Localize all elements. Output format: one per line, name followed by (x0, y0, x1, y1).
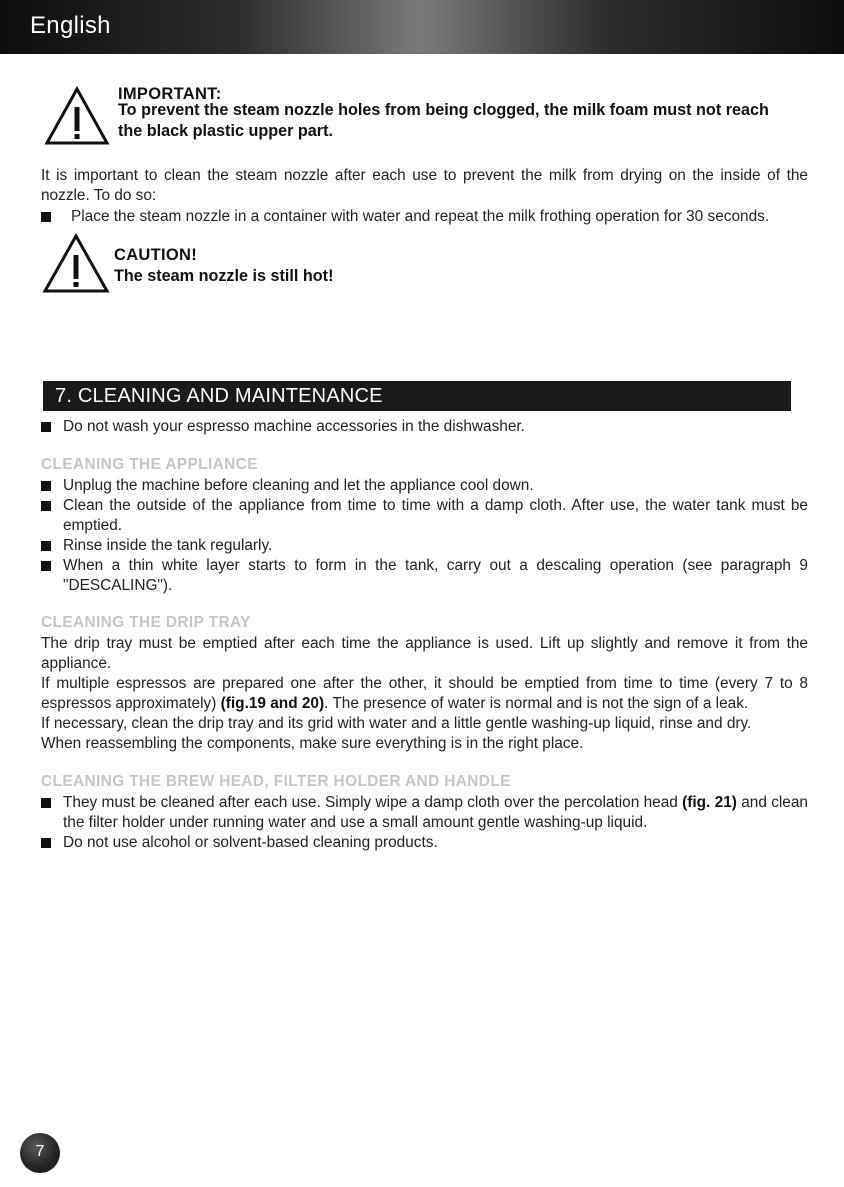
subheading-drip-tray: CLEANING THE DRIP TRAY (41, 614, 251, 631)
warning-triangle-icon (42, 233, 110, 294)
bullet-text: Unplug the machine before cleaning and let the appliance cool down. (63, 477, 534, 494)
bullet-square-icon (41, 561, 51, 571)
bullet-text: Do not wash your espresso machine accessories in the dishwasher. (63, 418, 525, 435)
subheading-cleaning-appliance: CLEANING THE APPLIANCE (41, 456, 258, 473)
bullet-text: They must be cleaned after each use. Simply wipe a damp cloth over the percolation head (63, 794, 683, 811)
bullet-square-icon (41, 798, 51, 808)
bullet-text: Place the steam nozzle in a container with water and repeat the milk frothing operation for 30 seconds. (71, 208, 770, 225)
list-item (41, 556, 808, 596)
important-line-2: the black plastic upper part. (118, 122, 333, 140)
list-item (41, 793, 808, 833)
warning-triangle-icon (44, 86, 110, 146)
bullet-text: and clean the filter holder under running water and use a small amount gentle washing-up liquid. (63, 794, 808, 831)
important-title: IMPORTANT: (118, 85, 222, 103)
drip-tray-text: If multiple espressos are prepared one after the other, it should be emptied from time to time (every 7 to 8 espressos approximately) (41, 675, 808, 712)
bullet-text: Do not use alcohol or solvent-based cleaning products. (63, 834, 438, 851)
drip-tray-paragraph-2 (41, 674, 808, 714)
bullet-text: Rinse inside the tank regularly. (63, 537, 273, 554)
section-header (43, 381, 791, 411)
bullet-text: Clean the outside of the appliance from time to time with a damp cloth. After use, the water tank must be emptied. (63, 497, 808, 534)
caution-text: The steam nozzle is still hot! (114, 267, 334, 285)
list-item (41, 496, 808, 536)
list-item (41, 417, 808, 437)
intro-bullet (41, 207, 808, 227)
bullet-square-icon (41, 501, 51, 511)
list-item (41, 833, 808, 853)
figure-reference: (fig. 21) (682, 794, 737, 811)
bullet-text: When a thin white layer starts to form in the tank, carry out a descaling operation (see paragraph 9 "DESCALING"). (63, 557, 808, 594)
drip-tray-paragraph-3: If necessary, clean the drip tray and its grid with water and a little gentle washing-up liquid, rinse and dry. (41, 715, 752, 732)
bullet-square-icon (41, 838, 51, 848)
page-number: 7 (35, 1143, 45, 1160)
bullet-square-icon (41, 212, 51, 222)
list-item (41, 476, 808, 496)
bullet-square-icon (41, 541, 51, 551)
drip-tray-paragraph-4: When reassembling the components, make sure everything is in the right place. (41, 735, 584, 752)
bullet-square-icon (41, 422, 51, 432)
intro-paragraph: It is important to clean the steam nozzle after each use to prevent the milk from drying on the inside of the nozzle. To do so: (41, 167, 808, 204)
language-label: English (30, 12, 111, 39)
section-title: 7. CLEANING AND MAINTENANCE (55, 385, 383, 407)
figure-reference: (fig.19 and 20) (220, 695, 325, 712)
list-item (41, 536, 808, 556)
bullet-square-icon (41, 481, 51, 491)
important-line-1: To prevent the steam nozzle holes from being clogged, the milk foam must not reach (118, 101, 769, 119)
caution-title: CAUTION! (114, 246, 198, 264)
drip-tray-paragraph-1: The drip tray must be emptied after each time the appliance is used. Lift up slightly and remove it from the appliance. (41, 635, 808, 672)
drip-tray-text: . The presence of water is normal and is not the sign of a leak. (324, 695, 749, 712)
page-number-badge (20, 1133, 60, 1173)
subheading-brew-head: CLEANING THE BREW HEAD, FILTER HOLDER AND HANDLE (41, 773, 511, 790)
header-band (0, 0, 844, 54)
